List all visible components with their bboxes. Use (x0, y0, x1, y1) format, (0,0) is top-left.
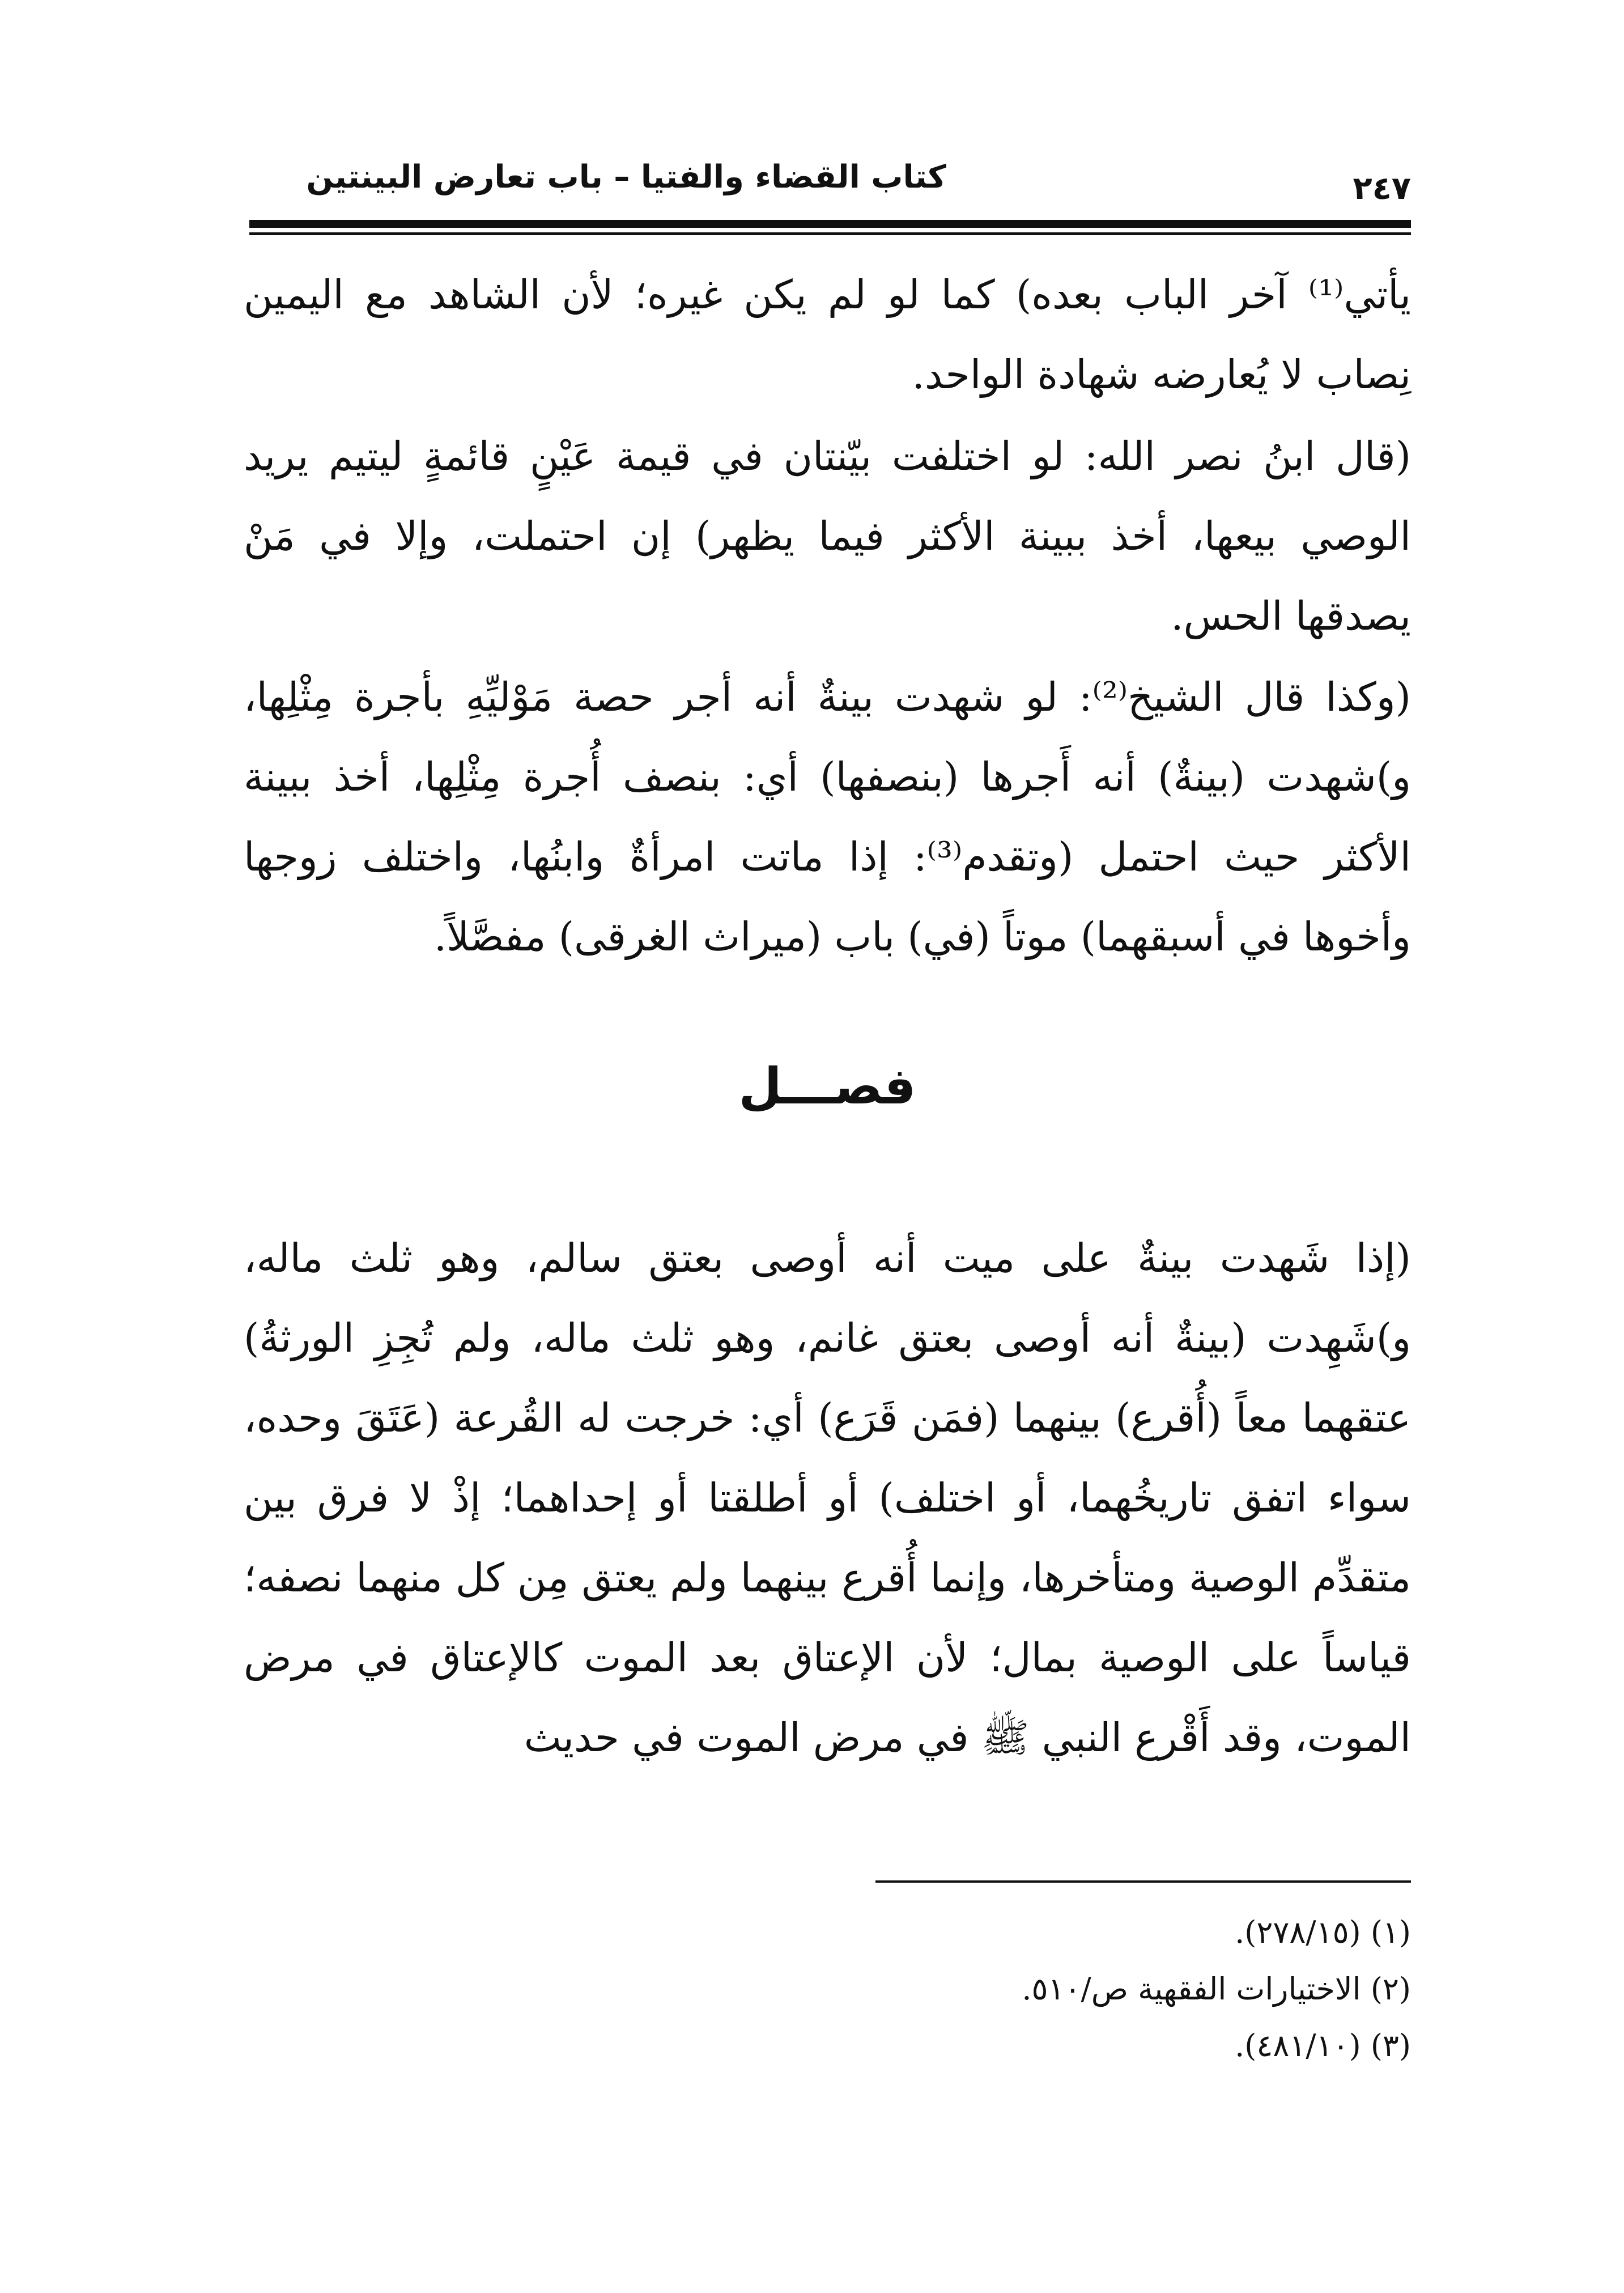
header-rule-thin (249, 232, 1411, 235)
footnote-2: (٢) الاختيارات الفقهية ص/٥١٠. (1022, 1971, 1411, 2007)
running-header (249, 153, 1411, 215)
paragraph-text: (إذا شَهدت بينةٌ على ميت أنه أوصى بعتق سالم، وهو ثلث ماله، و)شَهِدت (بينةٌ أنه أوصى بعتق غانم، وهو ثلث ماله، ولم تُجِزِ الورثةُ) عتقهما معاً (أُقرع) بينهما (فمَن قَرَع) أي: خرجت له القُرعة (عَتَقَ وحده، سواء اتفق تاريخُهما، أو اختلف) أو أطلقتا أو إحداهما؛ إذْ لا فرق بين متقدِّم الوصية ومتأخرها، وإنما أُقرع بينهما ولم يعتق مِن كل منهما نصفه؛ قياساً على الوصية بمال؛ لأن الإعتاق بعد الموت كالإعتاق في مرض الموت، وقد أَقْرع النبي ﷺ في مرض الموت في حديث (244, 1235, 1411, 1761)
footnote-1: (١) (٢٧٨/١٥). (1235, 1914, 1411, 1950)
header-rule-thick (249, 220, 1411, 228)
paragraph-1 (244, 255, 1411, 415)
page-number: ٢٤٧ (1353, 170, 1411, 207)
footnote-3: (٣) (٤٨١/١٠). (1235, 2028, 1411, 2063)
paragraph-2 (244, 417, 1411, 656)
paragraph-text: (قال ابنُ نصر الله: لو اختلفت بيّنتان في قيمة عَيْنٍ قائمةٍ ليتيم يريد الوصي بيعها، أخذ ببينة الأكثر فيما يظهر) إن احتملت، وإلا في مَنْ يصدقها الحس. (244, 433, 1411, 639)
paragraph-4 (244, 1218, 1411, 1778)
paragraph-text: يأتي⁽¹⁾ آخر الباب بعده) كما لو لم يكن غيره؛ لأن الشاهد مع اليمين نِصاب لا يُعارضه شهادة الواحد. (244, 271, 1411, 398)
paragraph-text: (وكذا قال الشيخ⁽²⁾: لو شهدت بينةٌ أنه أجر حصة مَوْليِّهِ بأجرة مِثْلِها، و)شهدت (بينةٌ) أنه أَجرها (بنصفها) أي: بنصف أُجرة مِثْلِها، أخذ ببينة الأكثر حيث احتمل (وتقدم⁽³⁾: إذا ماتت امرأةٌ وابنُها، واختلف زوجها وأخوها في أسبقهما) موتاً (في) باب (ميراث الغرقى) مفصَّلاً. (244, 674, 1411, 960)
paragraph-3 (244, 657, 1411, 977)
header-title: كتاب القضاء والفتيا – باب تعارض البينتين (306, 159, 946, 196)
section-heading: فصـــل (738, 1057, 916, 1115)
footnotes (680, 1904, 1411, 2074)
footnote-separator (875, 1880, 1411, 1883)
